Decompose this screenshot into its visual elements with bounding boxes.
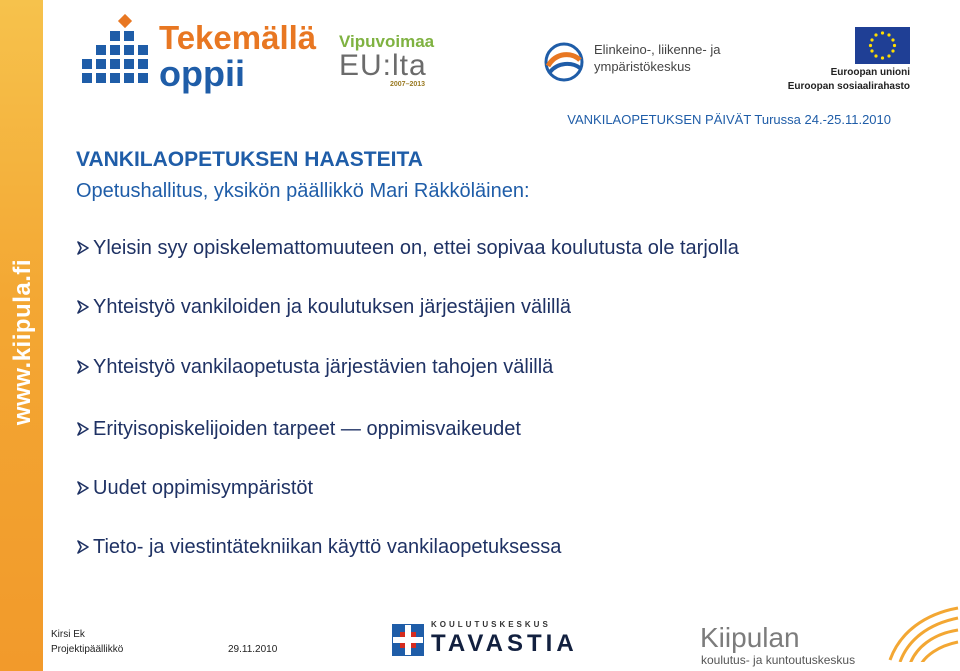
oppii-text: oppii bbox=[159, 53, 245, 94]
arrow-bullet-icon bbox=[76, 422, 90, 436]
arrow-bullet-icon bbox=[76, 241, 90, 255]
tavastia-logo bbox=[391, 620, 591, 660]
koulutuskeskus-text: KOULUTUSKESKUS bbox=[431, 620, 551, 629]
bullet-item bbox=[76, 477, 313, 500]
kiipula-logo bbox=[700, 602, 960, 671]
sidebar-url: www.kiipula.fi bbox=[9, 258, 36, 426]
sun-rays-icon bbox=[880, 602, 960, 662]
ely-line-2: ympäristökeskus bbox=[594, 59, 691, 74]
arrow-bullet-icon bbox=[76, 481, 90, 495]
eu-flag-icon bbox=[855, 27, 910, 64]
tekemalla-text: Tekemällä bbox=[159, 19, 317, 56]
bullet-item bbox=[76, 418, 521, 441]
tekemalla-oppii-logo bbox=[76, 14, 317, 94]
bullet-text: Uudet oppimisympäristöt bbox=[93, 477, 314, 499]
footer-date: 29.11.2010 bbox=[228, 644, 278, 655]
kiipula-tagline: koulutus- ja kuntoutuskeskus bbox=[701, 653, 856, 667]
bullet-text: Tieto- ja viestintätekniikan käyttö vankilaopetuksessa bbox=[93, 536, 562, 558]
bullet-item bbox=[76, 356, 553, 379]
footer-author-name: Kirsi Ek bbox=[51, 629, 85, 640]
kiipulan-text: Kiipulan bbox=[700, 622, 800, 653]
arrow-bullet-icon bbox=[76, 360, 90, 374]
bullet-text: Yhteistyö vankiloiden ja koulutuksen järjestäjien välillä bbox=[93, 296, 572, 318]
bullet-item bbox=[76, 237, 739, 260]
bullet-text: Yleisin syy opiskelemattomuuteen on, ettei sopivaa koulutusta ole tarjolla bbox=[93, 237, 739, 259]
tavastia-text: TAVASTIA bbox=[431, 630, 578, 657]
ely-emblem-icon bbox=[542, 42, 590, 82]
slide-title: VANKILAOPETUKSEN HAASTEITA bbox=[76, 148, 423, 171]
tavastia-emblem-icon bbox=[391, 623, 425, 657]
bullet-item bbox=[76, 536, 561, 559]
vipuvoimaa-years: 2007–2013 bbox=[390, 81, 426, 88]
arrow-bullet-icon bbox=[76, 540, 90, 554]
eu-logo bbox=[782, 27, 932, 97]
arrow-bullet-icon bbox=[76, 300, 90, 314]
ely-line-1: Elinkeino-, liikenne- ja bbox=[594, 42, 721, 57]
bullet-item bbox=[76, 296, 571, 319]
tekemalla-squares-icon bbox=[76, 14, 156, 94]
slide-subtitle: Opetushallitus, yksikön päällikkö Mari Räkköläinen: bbox=[76, 180, 530, 202]
footer-author-role: Projektipäällikkö bbox=[51, 644, 124, 655]
ely-logo bbox=[540, 38, 740, 88]
event-header: VANKILAOPETUKSEN PÄIVÄT Turussa 24.-25.11.2010 bbox=[567, 112, 891, 127]
eu-line-2: Euroopan sosiaalirahasto bbox=[787, 81, 910, 92]
bullet-text: Yhteistyö vankilaopetusta järjestävien tahojen välillä bbox=[93, 356, 554, 378]
sidebar-band bbox=[0, 0, 43, 671]
eu-line-1: Euroopan unioni bbox=[830, 67, 910, 78]
bullet-text: Erityisopiskelijoiden tarpeet — oppimisvaikeudet bbox=[93, 418, 521, 440]
eulta-text: EU:lta bbox=[339, 49, 427, 82]
vipuvoimaa-logo bbox=[336, 30, 481, 90]
vipuvoimaa-text: Vipuvoimaa bbox=[339, 32, 435, 51]
